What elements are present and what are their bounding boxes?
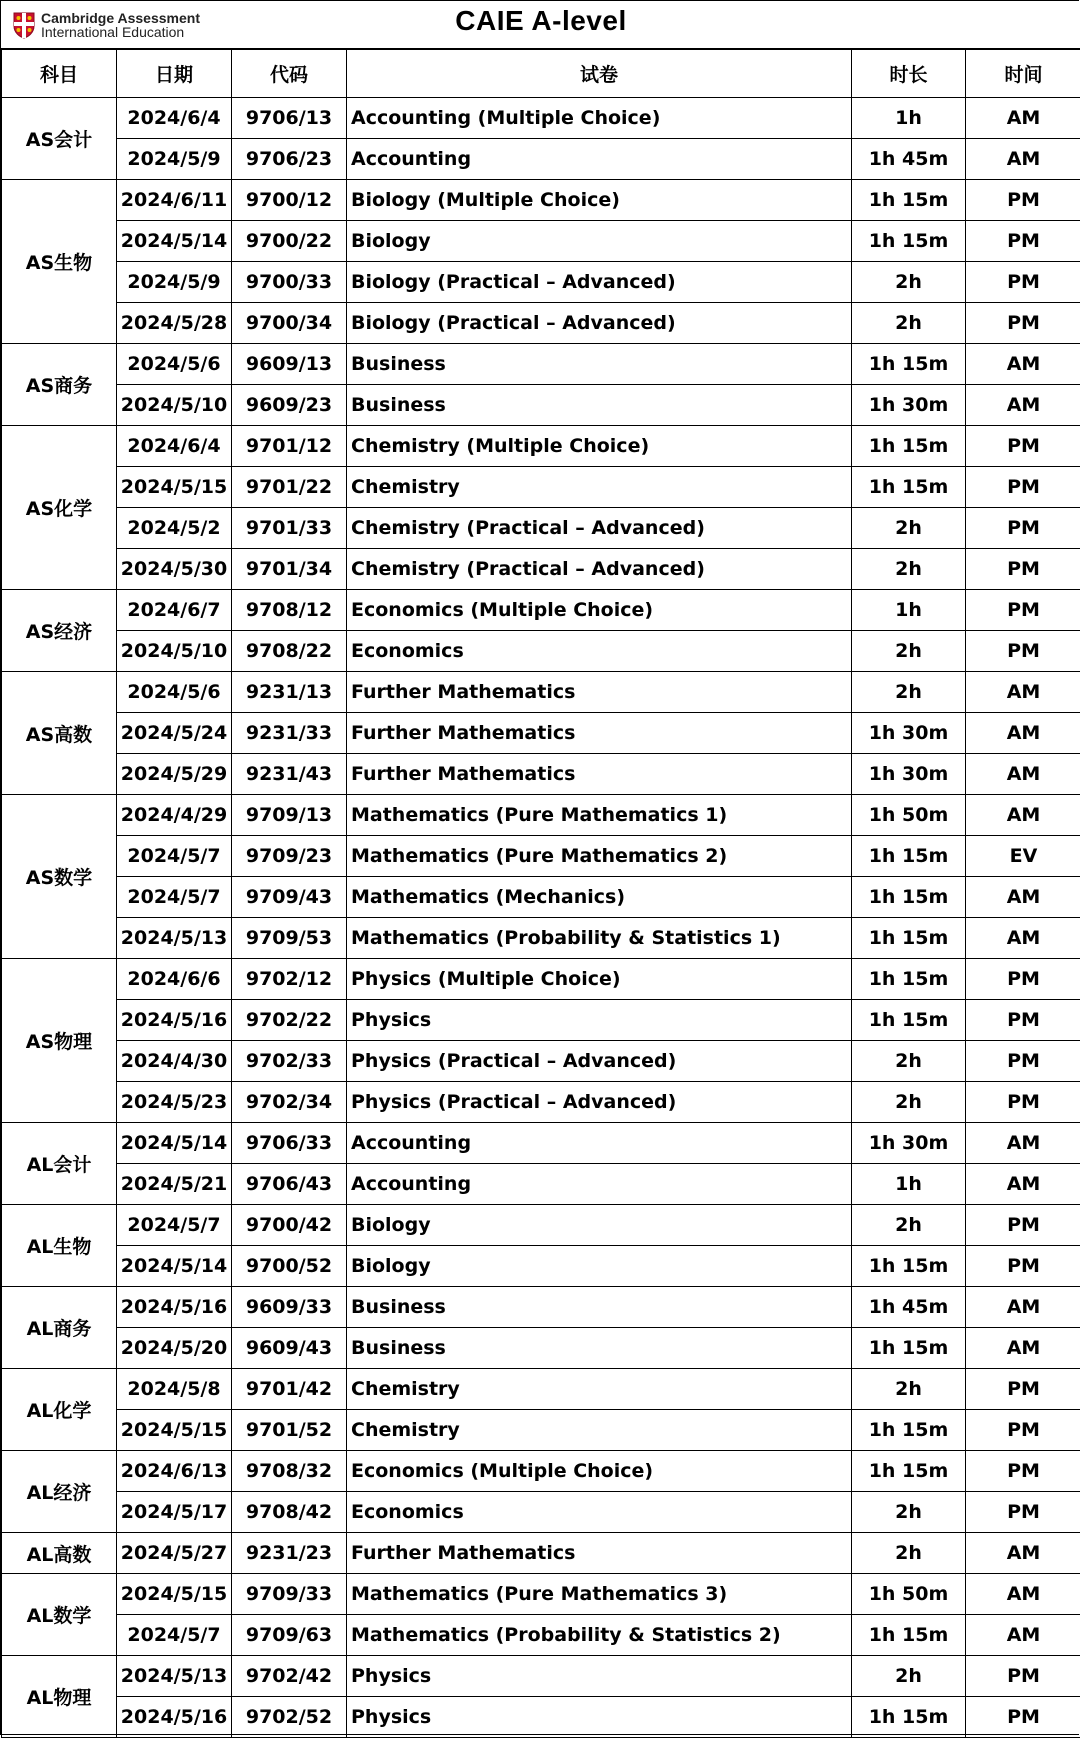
- paper-cell: Further Mathematics: [347, 672, 852, 713]
- paper-cell: Business: [347, 385, 852, 426]
- duration-cell: 2h: [852, 508, 966, 549]
- table-row: [2, 1246, 1080, 1287]
- date-cell: 2024/5/30: [117, 549, 232, 590]
- column-header-session: 时间: [966, 50, 1080, 98]
- table-row: [2, 139, 1080, 180]
- subject-cell: AS经济: [2, 590, 117, 672]
- code-cell: 9708/42: [232, 1492, 347, 1533]
- table-row: [2, 1041, 1080, 1082]
- table-row: [2, 713, 1080, 754]
- duration-cell: 1h 30m: [852, 1123, 966, 1164]
- subject-cell: AL会计: [2, 1123, 117, 1205]
- paper-cell: Business: [347, 344, 852, 385]
- paper-cell: Further Mathematics: [347, 1533, 852, 1574]
- duration-cell: 2h: [852, 262, 966, 303]
- paper-cell: Physics (Practical – Advanced): [347, 1041, 852, 1082]
- duration-cell: 1h 50m: [852, 1574, 966, 1615]
- paper-cell: Further Mathematics: [347, 754, 852, 795]
- code-cell: 9700/52: [232, 1246, 347, 1287]
- code-cell: 9702/22: [232, 1000, 347, 1041]
- table-row: [2, 1369, 1080, 1410]
- table-row: [2, 1000, 1080, 1041]
- duration-cell: 1h 15m: [852, 1451, 966, 1492]
- duration-cell: 1h 15m: [852, 1410, 966, 1451]
- paper-cell: Biology (Practical – Advanced): [347, 303, 852, 344]
- duration-cell: 1h 45m: [852, 139, 966, 180]
- table-row: [2, 1533, 1080, 1574]
- session-cell: PM: [966, 262, 1080, 303]
- logo-line2: International Education: [41, 25, 200, 39]
- code-cell: 9708/22: [232, 631, 347, 672]
- code-cell: 9709/23: [232, 836, 347, 877]
- date-cell: 2024/5/16: [117, 1287, 232, 1328]
- date-cell: 2024/5/17: [117, 1492, 232, 1533]
- date-cell: 2024/5/10: [117, 385, 232, 426]
- date-cell: 2024/5/9: [117, 262, 232, 303]
- code-cell: 9231/33: [232, 713, 347, 754]
- date-cell: 2024/5/8: [117, 1369, 232, 1410]
- column-header-subject: 科目: [2, 50, 117, 98]
- code-cell: 9700/34: [232, 303, 347, 344]
- subject-cell: AS生物: [2, 180, 117, 344]
- table-row: [2, 631, 1080, 672]
- duration-cell: 1h 15m: [852, 426, 966, 467]
- code-cell: 9709/13: [232, 795, 347, 836]
- duration-cell: 1h 15m: [852, 836, 966, 877]
- session-cell: PM: [966, 959, 1080, 1000]
- duration-cell: 2h: [852, 1492, 966, 1533]
- subject-cell: AS高数: [2, 672, 117, 795]
- duration-cell: 1h 15m: [852, 918, 966, 959]
- duration-cell: 1h 30m: [852, 385, 966, 426]
- date-cell: 2024/5/7: [117, 1205, 232, 1246]
- date-cell: 2024/5/6: [117, 672, 232, 713]
- table-row: [2, 426, 1080, 467]
- session-cell: AM: [966, 1615, 1080, 1656]
- paper-cell: Biology: [347, 221, 852, 262]
- code-cell: 9609/43: [232, 1328, 347, 1369]
- date-cell: 2024/5/7: [117, 1615, 232, 1656]
- subject-cell: AL物理: [2, 1656, 117, 1738]
- subject-cell: AL商务: [2, 1287, 117, 1369]
- session-cell: AM: [966, 385, 1080, 426]
- code-cell: 9709/33: [232, 1574, 347, 1615]
- subject-cell: AL数学: [2, 1574, 117, 1656]
- paper-cell: Biology (Multiple Choice): [347, 180, 852, 221]
- subject-cell: AS会计: [2, 98, 117, 180]
- paper-cell: Physics (Multiple Choice): [347, 959, 852, 1000]
- date-cell: 2024/5/10: [117, 631, 232, 672]
- paper-cell: Accounting (Multiple Choice): [347, 98, 852, 139]
- code-cell: 9701/12: [232, 426, 347, 467]
- date-cell: 2024/5/7: [117, 836, 232, 877]
- paper-cell: Physics: [347, 1697, 852, 1738]
- code-cell: 9709/43: [232, 877, 347, 918]
- duration-cell: 1h 15m: [852, 180, 966, 221]
- paper-cell: Biology (Practical – Advanced): [347, 262, 852, 303]
- paper-cell: Business: [347, 1287, 852, 1328]
- code-cell: 9702/52: [232, 1697, 347, 1738]
- session-cell: AM: [966, 918, 1080, 959]
- paper-cell: Physics: [347, 1000, 852, 1041]
- duration-cell: 1h 15m: [852, 959, 966, 1000]
- code-cell: 9701/34: [232, 549, 347, 590]
- date-cell: 2024/5/16: [117, 1697, 232, 1738]
- paper-cell: Mathematics (Probability & Statistics 1): [347, 918, 852, 959]
- subject-cell: AS化学: [2, 426, 117, 590]
- date-cell: 2024/6/4: [117, 98, 232, 139]
- date-cell: 2024/5/23: [117, 1082, 232, 1123]
- date-cell: 2024/5/15: [117, 467, 232, 508]
- subject-cell: AS数学: [2, 795, 117, 959]
- duration-cell: 2h: [852, 672, 966, 713]
- session-cell: PM: [966, 1082, 1080, 1123]
- session-cell: PM: [966, 180, 1080, 221]
- session-cell: PM: [966, 1369, 1080, 1410]
- session-cell: AM: [966, 1574, 1080, 1615]
- table-row: [2, 262, 1080, 303]
- table-row: [2, 1082, 1080, 1123]
- subject-cell: AS物理: [2, 959, 117, 1123]
- session-cell: PM: [966, 426, 1080, 467]
- duration-cell: 2h: [852, 1369, 966, 1410]
- session-cell: PM: [966, 1697, 1080, 1738]
- paper-cell: Biology: [347, 1205, 852, 1246]
- code-cell: 9700/22: [232, 221, 347, 262]
- date-cell: 2024/6/13: [117, 1451, 232, 1492]
- duration-cell: 1h 15m: [852, 1697, 966, 1738]
- duration-cell: 1h 15m: [852, 221, 966, 262]
- code-cell: 9709/53: [232, 918, 347, 959]
- duration-cell: 2h: [852, 1533, 966, 1574]
- date-cell: 2024/5/20: [117, 1328, 232, 1369]
- table-row: [2, 1410, 1080, 1451]
- column-header-date: 日期: [117, 50, 232, 98]
- code-cell: 9609/13: [232, 344, 347, 385]
- table-row: [2, 549, 1080, 590]
- date-cell: 2024/5/15: [117, 1574, 232, 1615]
- table-row: [2, 98, 1080, 139]
- table-row: [2, 795, 1080, 836]
- session-cell: AM: [966, 713, 1080, 754]
- paper-cell: Chemistry: [347, 1369, 852, 1410]
- table-row: [2, 1492, 1080, 1533]
- session-cell: PM: [966, 549, 1080, 590]
- paper-cell: Chemistry: [347, 467, 852, 508]
- session-cell: PM: [966, 303, 1080, 344]
- paper-cell: Mathematics (Pure Mathematics 3): [347, 1574, 852, 1615]
- paper-cell: Chemistry (Multiple Choice): [347, 426, 852, 467]
- table-header-row: [2, 50, 1080, 98]
- duration-cell: 2h: [852, 1041, 966, 1082]
- session-cell: AM: [966, 754, 1080, 795]
- table-row: [2, 1615, 1080, 1656]
- duration-cell: 1h 15m: [852, 1328, 966, 1369]
- code-cell: 9708/12: [232, 590, 347, 631]
- session-cell: PM: [966, 508, 1080, 549]
- duration-cell: 1h 15m: [852, 467, 966, 508]
- duration-cell: 1h 30m: [852, 754, 966, 795]
- code-cell: 9706/33: [232, 1123, 347, 1164]
- logo-line1: Cambridge Assessment: [41, 11, 200, 25]
- subject-cell: AL高数: [2, 1533, 117, 1574]
- session-cell: PM: [966, 631, 1080, 672]
- duration-cell: 1h 15m: [852, 344, 966, 385]
- session-cell: PM: [966, 1492, 1080, 1533]
- table-row: [2, 1656, 1080, 1697]
- duration-cell: 1h 30m: [852, 713, 966, 754]
- code-cell: 9702/34: [232, 1082, 347, 1123]
- paper-cell: Mathematics (Pure Mathematics 1): [347, 795, 852, 836]
- duration-cell: 1h: [852, 98, 966, 139]
- subject-cell: AS商务: [2, 344, 117, 426]
- session-cell: PM: [966, 1656, 1080, 1697]
- session-cell: PM: [966, 1410, 1080, 1451]
- session-cell: PM: [966, 1451, 1080, 1492]
- table-row: [2, 508, 1080, 549]
- duration-cell: 2h: [852, 1082, 966, 1123]
- date-cell: 2024/4/30: [117, 1041, 232, 1082]
- date-cell: 2024/6/7: [117, 590, 232, 631]
- session-cell: PM: [966, 1205, 1080, 1246]
- paper-cell: Accounting: [347, 1123, 852, 1164]
- code-cell: 9231/43: [232, 754, 347, 795]
- table-row: [2, 221, 1080, 262]
- paper-cell: Biology: [347, 1246, 852, 1287]
- code-cell: 9702/12: [232, 959, 347, 1000]
- code-cell: 9609/23: [232, 385, 347, 426]
- session-cell: PM: [966, 1000, 1080, 1041]
- date-cell: 2024/5/7: [117, 877, 232, 918]
- session-cell: PM: [966, 1041, 1080, 1082]
- table-row: [2, 1205, 1080, 1246]
- session-cell: AM: [966, 672, 1080, 713]
- paper-cell: Chemistry: [347, 1410, 852, 1451]
- paper-cell: Economics (Multiple Choice): [347, 1451, 852, 1492]
- column-header-code: 代码: [232, 50, 347, 98]
- code-cell: 9706/13: [232, 98, 347, 139]
- paper-cell: Chemistry (Practical – Advanced): [347, 549, 852, 590]
- paper-cell: Mathematics (Pure Mathematics 2): [347, 836, 852, 877]
- date-cell: 2024/5/2: [117, 508, 232, 549]
- code-cell: 9231/13: [232, 672, 347, 713]
- column-header-paper: 试卷: [347, 50, 852, 98]
- date-cell: 2024/6/4: [117, 426, 232, 467]
- table-row: [2, 1164, 1080, 1205]
- date-cell: 2024/6/11: [117, 180, 232, 221]
- paper-cell: Chemistry (Practical – Advanced): [347, 508, 852, 549]
- code-cell: 9706/43: [232, 1164, 347, 1205]
- date-cell: 2024/5/13: [117, 1656, 232, 1697]
- duration-cell: 1h 45m: [852, 1287, 966, 1328]
- subject-cell: AL化学: [2, 1369, 117, 1451]
- table-body: [2, 98, 1080, 1738]
- session-cell: EV: [966, 836, 1080, 877]
- code-cell: 9702/33: [232, 1041, 347, 1082]
- session-cell: PM: [966, 590, 1080, 631]
- subject-cell: AL经济: [2, 1451, 117, 1533]
- code-cell: 9231/23: [232, 1533, 347, 1574]
- session-cell: AM: [966, 344, 1080, 385]
- table-row: [2, 959, 1080, 1000]
- date-cell: 2024/6/6: [117, 959, 232, 1000]
- table-row: [2, 344, 1080, 385]
- paper-cell: Accounting: [347, 139, 852, 180]
- session-cell: AM: [966, 1328, 1080, 1369]
- session-cell: AM: [966, 795, 1080, 836]
- duration-cell: 1h 15m: [852, 1000, 966, 1041]
- table-row: [2, 385, 1080, 426]
- paper-cell: Business: [347, 1328, 852, 1369]
- paper-cell: Mathematics (Probability & Statistics 2): [347, 1615, 852, 1656]
- code-cell: 9701/42: [232, 1369, 347, 1410]
- paper-cell: Mathematics (Mechanics): [347, 877, 852, 918]
- duration-cell: 2h: [852, 1656, 966, 1697]
- date-cell: 2024/5/28: [117, 303, 232, 344]
- paper-cell: Further Mathematics: [347, 713, 852, 754]
- code-cell: 9701/52: [232, 1410, 347, 1451]
- date-cell: 2024/5/14: [117, 221, 232, 262]
- date-cell: 2024/5/9: [117, 139, 232, 180]
- paper-cell: Physics: [347, 1656, 852, 1697]
- subject-cell: AL生物: [2, 1205, 117, 1287]
- session-cell: PM: [966, 221, 1080, 262]
- date-cell: 2024/5/21: [117, 1164, 232, 1205]
- date-cell: 2024/5/16: [117, 1000, 232, 1041]
- date-cell: 2024/5/24: [117, 713, 232, 754]
- session-cell: AM: [966, 98, 1080, 139]
- session-cell: AM: [966, 1123, 1080, 1164]
- paper-cell: Economics (Multiple Choice): [347, 590, 852, 631]
- page-title: CAIE A-level: [1, 5, 1080, 37]
- code-cell: 9700/33: [232, 262, 347, 303]
- duration-cell: 2h: [852, 1205, 966, 1246]
- duration-cell: 2h: [852, 303, 966, 344]
- table-row: [2, 1123, 1080, 1164]
- table-row: [2, 467, 1080, 508]
- session-cell: PM: [966, 467, 1080, 508]
- table-row: [2, 1328, 1080, 1369]
- table-row: [2, 1697, 1080, 1738]
- session-cell: AM: [966, 1533, 1080, 1574]
- table-row: [2, 1574, 1080, 1615]
- code-cell: 9706/23: [232, 139, 347, 180]
- table-row: [2, 918, 1080, 959]
- table-row: [2, 1287, 1080, 1328]
- date-cell: 2024/5/15: [117, 1410, 232, 1451]
- duration-cell: 2h: [852, 549, 966, 590]
- table-row: [2, 877, 1080, 918]
- table-row: [2, 590, 1080, 631]
- session-cell: PM: [966, 1246, 1080, 1287]
- paper-cell: Economics: [347, 631, 852, 672]
- code-cell: 9709/63: [232, 1615, 347, 1656]
- date-cell: 2024/5/6: [117, 344, 232, 385]
- code-cell: 9700/42: [232, 1205, 347, 1246]
- code-cell: 9609/33: [232, 1287, 347, 1328]
- paper-cell: Accounting: [347, 1164, 852, 1205]
- header: [1, 1, 1080, 49]
- duration-cell: 1h 15m: [852, 877, 966, 918]
- code-cell: 9700/12: [232, 180, 347, 221]
- date-cell: 2024/5/14: [117, 1123, 232, 1164]
- table-row: [2, 754, 1080, 795]
- date-cell: 2024/5/27: [117, 1533, 232, 1574]
- table-row: [2, 303, 1080, 344]
- schedule-table: [1, 49, 1080, 1738]
- duration-cell: 1h 15m: [852, 1615, 966, 1656]
- code-cell: 9702/42: [232, 1656, 347, 1697]
- duration-cell: 1h: [852, 1164, 966, 1205]
- paper-cell: Physics (Practical – Advanced): [347, 1082, 852, 1123]
- table-row: [2, 180, 1080, 221]
- duration-cell: 1h 50m: [852, 795, 966, 836]
- table-row: [2, 836, 1080, 877]
- code-cell: 9701/22: [232, 467, 347, 508]
- table-row: [2, 672, 1080, 713]
- date-cell: 2024/4/29: [117, 795, 232, 836]
- date-cell: 2024/5/14: [117, 1246, 232, 1287]
- duration-cell: 1h 15m: [852, 1246, 966, 1287]
- code-cell: 9708/32: [232, 1451, 347, 1492]
- session-cell: AM: [966, 1164, 1080, 1205]
- code-cell: 9701/33: [232, 508, 347, 549]
- session-cell: AM: [966, 1287, 1080, 1328]
- date-cell: 2024/5/13: [117, 918, 232, 959]
- session-cell: AM: [966, 877, 1080, 918]
- duration-cell: 1h: [852, 590, 966, 631]
- paper-cell: Economics: [347, 1492, 852, 1533]
- table-row: [2, 1451, 1080, 1492]
- session-cell: AM: [966, 139, 1080, 180]
- column-header-duration: 时长: [852, 50, 966, 98]
- date-cell: 2024/5/29: [117, 754, 232, 795]
- duration-cell: 2h: [852, 631, 966, 672]
